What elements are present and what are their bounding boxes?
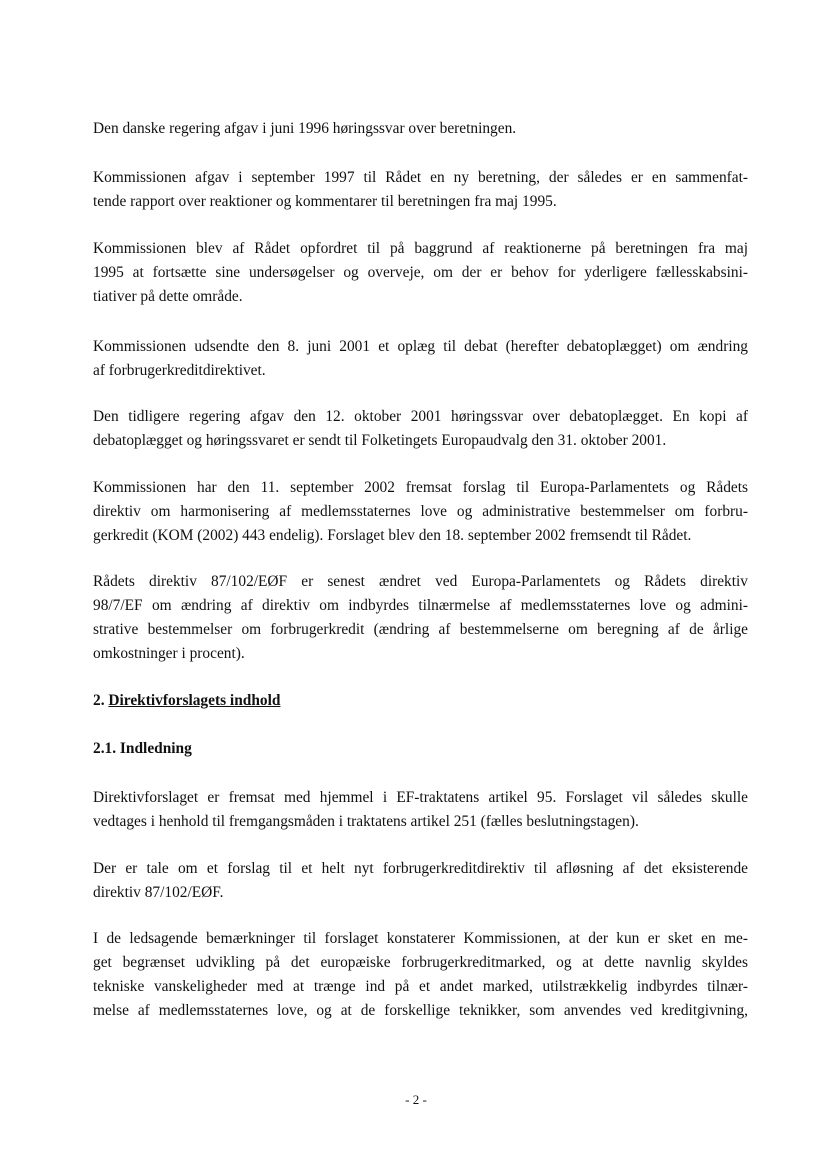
text-line: get begrænset udvikling på det europæiske forbrugerkreditmarked, og at dette navnlig skyldes [93,954,748,971]
paragraph [93,335,748,383]
text-line: 1995 at fortsætte sine undersøgelser og overveje, om der er behov for yderligere fællesskabsini- [93,264,748,281]
text-line: Kommissionen har den 11. september 2002 fremsat forslag til Europa-Parlamentets og Rådets [93,479,748,496]
text-line: melse af medlemsstaternes love, og at de forskellige teknikker, som anvendes ved kreditgivning, [93,1002,748,1019]
text-line: af forbrugerkreditdirektivet. [93,362,266,379]
text-line: Rådets direktiv 87/102/EØF er senest ændret ved Europa-Parlamentets og Rådets direktiv [93,573,748,590]
paragraph [93,405,748,453]
page-number: - 2 - [405,1092,427,1107]
text-line: Der er tale om et forslag til et helt nyt forbrugerkreditdirektiv til afløsning af det eksisterende [93,860,748,877]
text-line: gerkredit (KOM (2002) 443 endelig). Forslaget blev den 18. september 2002 fremsendt til Rådet. [93,527,692,544]
text-line: tiativer på dette område. [93,288,243,305]
text-line: debatoplægget og høringssvaret er sendt til Folketingets Europaudvalg den 31. oktober 2001. [93,432,667,449]
text-line: Kommissionen afgav i september 1997 til Rådet en ny beretning, der således er en sammenfat- [93,169,748,186]
text-line: vedtages i henhold til fremgangsmåden i traktatens artikel 251 (fælles beslutningstagen). [93,813,639,830]
paragraph [93,786,748,834]
text-line: direktiv om harmonisering af medlemsstaternes love og administrative bestemmelser om forbru- [93,503,748,520]
paragraph [93,237,748,309]
paragraph [93,117,748,141]
paragraph [93,166,748,214]
paragraph [93,476,748,548]
text-line: strative bestemmelser om forbrugerkredit (ændring af bestemmelserne om beregning af de årlige [93,621,748,638]
text-line: Kommissionen udsendte den 8. juni 2001 et oplæg til debat (herefter debatoplægget) om ændring [93,338,748,355]
subsection-title: 2.1. Indledning [93,740,192,757]
section-title: Direktivforslagets indhold [108,692,281,709]
text-line: omkostninger i procent). [93,645,245,662]
paragraph [93,570,748,666]
text-line: Den danske regering afgav i juni 1996 høringssvar over beretningen. [93,120,517,137]
text-line: tekniske vanskeligheder med at trænge ind på et andet marked, utilstrækkelig indbyrdes tilnær- [93,978,748,995]
text-line: tende rapport over reaktioner og kommentarer til beretningen fra maj 1995. [93,193,557,210]
text-line: I de ledsagende bemærkninger til forslaget konstaterer Kommissionen, at der kun er sket en me- [93,930,748,947]
paragraph [93,927,748,1023]
text-line: Den tidligere regering afgav den 12. oktober 2001 høringssvar over debatoplægget. En kopi af [93,408,748,425]
paragraph [93,857,748,905]
subsection-heading [93,737,192,761]
section-heading [93,689,280,713]
text-line: Kommissionen blev af Rådet opfordret til på baggrund af reaktionerne på beretningen fra maj [93,240,748,257]
text-line: direktiv 87/102/EØF. [93,884,224,901]
text-line: Direktivforslaget er fremsat med hjemmel i EF-traktatens artikel 95. Forslaget vil således skulle [93,789,748,806]
section-number: 2. [93,692,109,709]
text-line: 98/7/EF om ændring af direktiv om indbyrdes tilnærmelse af medlemsstaternes love og admini- [93,597,748,614]
